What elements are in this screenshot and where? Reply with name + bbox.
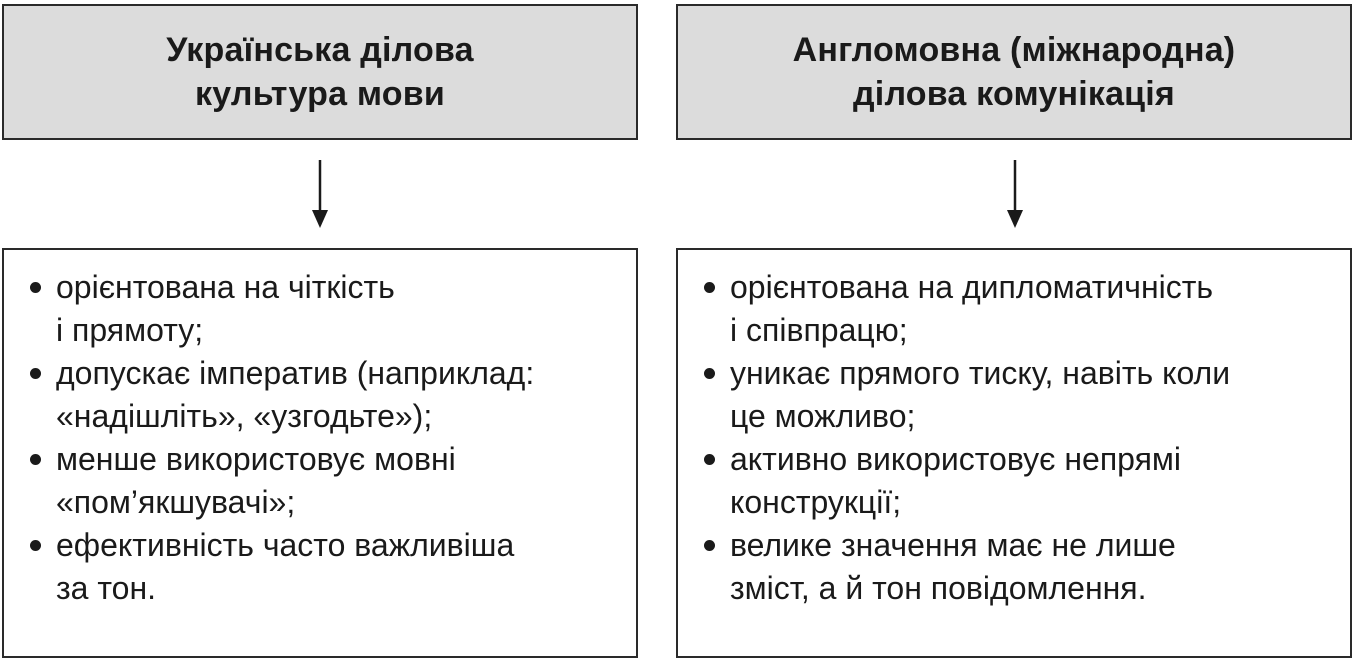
- left-header-title: Українська ділова культура мови: [166, 31, 474, 113]
- list-item-text: активно використовує непрямі конструкції;: [730, 441, 1182, 520]
- arrow-down-icon: [308, 160, 332, 230]
- list-item-text: велике значення має не лише зміст, а й тон повідомлення.: [730, 527, 1176, 606]
- list-item-text: допускає імператив (наприклад: «надішліть», «узгодьте»);: [56, 355, 535, 434]
- list-item-text: орієнтована на дипломатичність і співпрацю;: [730, 269, 1214, 348]
- bullet-icon: [30, 368, 41, 379]
- bullet-icon: [704, 540, 715, 551]
- bullet-icon: [30, 540, 41, 551]
- left-column: [0, 0, 640, 670]
- right-body-box: [676, 248, 1352, 658]
- bullet-icon: [30, 282, 41, 293]
- right-header-box: [676, 4, 1352, 140]
- bullet-icon: [704, 282, 715, 293]
- list-item: [700, 266, 1340, 352]
- list-item: [26, 266, 626, 352]
- left-item-list: [26, 266, 626, 610]
- list-item: [26, 524, 626, 610]
- list-item: [700, 352, 1340, 438]
- left-header-box: [2, 4, 638, 140]
- list-item-text: орієнтована на чіткість і прямоту;: [56, 269, 395, 348]
- right-item-list: [700, 266, 1340, 610]
- list-item: [26, 352, 626, 438]
- left-body-box: [2, 248, 638, 658]
- list-item: [700, 524, 1340, 610]
- list-item-text: менше використовує мовні «пом’якшувачі»;: [56, 441, 456, 520]
- right-header-title: Англомовна (міжнародна) ділова комунікація: [792, 31, 1236, 113]
- list-item-text: ефективність часто важливіша за тон.: [56, 527, 515, 606]
- bullet-icon: [704, 368, 715, 379]
- list-item-text: уникає прямого тиску, навіть коли це можливо;: [730, 355, 1231, 434]
- arrow-down-icon: [1003, 160, 1027, 230]
- list-item: [700, 438, 1340, 524]
- right-column: [674, 0, 1354, 670]
- bullet-icon: [704, 454, 715, 465]
- list-item: [26, 438, 626, 524]
- bullet-icon: [30, 454, 41, 465]
